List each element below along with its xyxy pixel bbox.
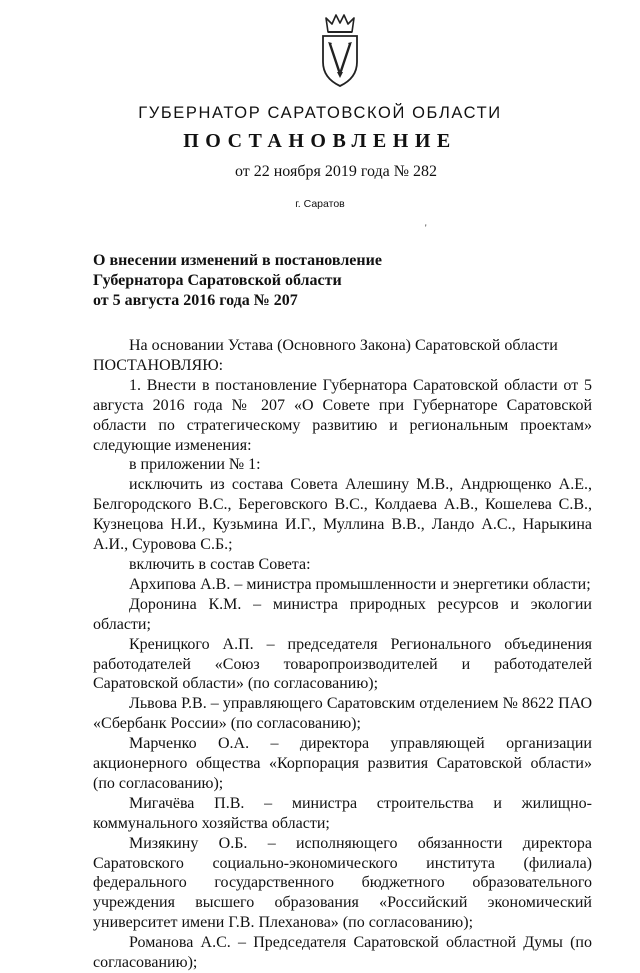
document-type-title: ПОСТАНОВЛЕНИЕ xyxy=(183,130,457,152)
member-paragraph: Мигачёва П.В. – министра строительства и жилищно-коммунального хозяйства области; xyxy=(93,794,592,832)
member-paragraph: Архипова А.В. – министра промышленности и энергетики области; xyxy=(129,575,591,593)
margin-mark: ' xyxy=(425,223,427,233)
member-paragraph: Марченко О.А. – директора управляющей организации акционерного общества «Корпорация развития Саратовской области» (по согласованию); xyxy=(93,735,592,792)
member-paragraph: Романова А.С. – Председателя Саратовской областной Думы (по согласованию); xyxy=(93,934,592,972)
subject-line: от 5 августа 2016 года № 207 xyxy=(93,292,298,309)
member-paragraph: Доронина К.М. – министра природных ресурсов и экологии области; xyxy=(93,595,592,633)
member-paragraph: Мизякину О.Б. – исполняющего обязанности директора Саратовского социально-экономического института (филиала) федерального государственного бюджетного образовательного учреждения высшего образования «Российский экономический университет имени Г.В. Плеханова» (по согласованию); xyxy=(93,834,592,932)
document-subject xyxy=(93,251,382,311)
document-city: г. Саратов xyxy=(295,198,345,210)
include-paragraph: включить в состав Совета: xyxy=(129,555,311,573)
document-date-number: от 22 ноября 2019 года № 282 xyxy=(234,163,438,180)
member-paragraph: Креницкого А.П. – председателя Регионального объединения работодателей «Союз товаропроизводителей и работодателей Саратовской области» (по согласованию); xyxy=(93,635,592,693)
member-paragraph: Львова Р.В. – управляющего Саратовским отделением № 8622 ПАО «Сбербанк России» (по согласованию); xyxy=(93,695,592,733)
saratov-coat-of-arms-icon xyxy=(310,10,370,90)
appendix-paragraph: в приложении № 1: xyxy=(129,456,261,474)
exclude-paragraph: исключить из состава Совета Алешину М.В., Андрющенко А.Е., Белгородского В.С., Береговского В.С., Колдаева А.В., Кошелева С.В., Кузнецова Н.И., Кузьмина И.Г., Муллина В.В., Ландо А.С., Нарыкина А.И., Суровова С.Б.; xyxy=(93,476,592,554)
basis-paragraph: На основании Устава (Основного Закона) Саратовской области xyxy=(129,337,558,354)
subject-line: Губернатора Саратовской области xyxy=(93,272,342,289)
subject-line: О внесении изменений в постановление xyxy=(93,252,382,269)
document-body xyxy=(93,336,592,973)
resolution-keyword: ПОСТАНОВЛЯЮ: xyxy=(93,356,224,374)
issuing-authority: ГУБЕРНАТОР САРАТОВСКОЙ ОБЛАСТИ xyxy=(138,104,502,122)
item-1-paragraph: 1. Внести в постановление Губернатора Саратовской области от 5 августа 2016 года № 207 «О Совете при Губернаторе Саратовской области по стратегическому развитию и региональным проектам» следующие изменения: xyxy=(93,376,592,454)
